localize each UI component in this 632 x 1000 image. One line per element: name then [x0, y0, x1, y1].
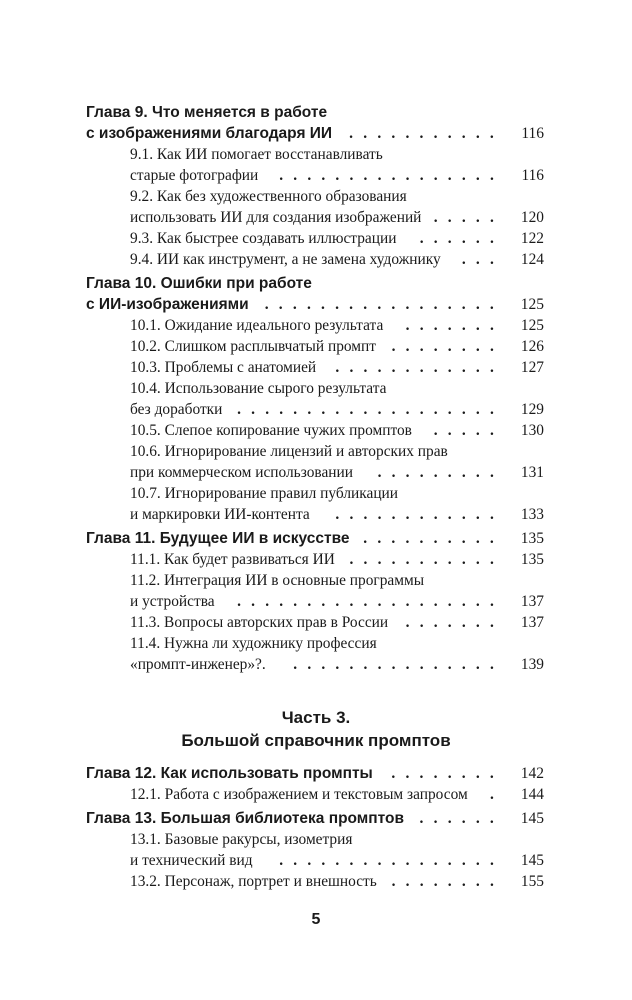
toc-section-line [130, 165, 544, 186]
toc-leader-dots: . [489, 786, 504, 803]
toc-chapter-line [86, 763, 544, 784]
toc-leader-dots: ................ [279, 852, 504, 869]
toc-section-line [130, 207, 544, 228]
toc-page-number: 142 [515, 763, 544, 784]
toc-page-number: 137 [515, 591, 544, 612]
toc-entry-text: 11.2. Интеграция ИИ в основные программы [130, 572, 425, 589]
toc-entry-text: 10.3. Проблемы с анатомией [130, 359, 317, 376]
toc-leader-dots: ........... [349, 125, 504, 142]
toc-leader-dots: .......... [363, 530, 504, 547]
toc-page-number: 116 [515, 123, 544, 144]
toc-section-line [130, 399, 544, 420]
toc-chapter-line [86, 294, 544, 315]
toc-entry-text: 10.1. Ожидание идеального результата [130, 317, 384, 334]
toc-section-line [130, 420, 544, 441]
toc-chapter-line [86, 102, 544, 123]
toc-section-line [130, 784, 544, 805]
toc-section-line [130, 591, 544, 612]
toc-page-number: 135 [515, 528, 544, 549]
part-title: Большой справочник промптов [181, 731, 451, 750]
toc-leader-dots: ........ [391, 873, 504, 890]
toc-entry-text: старые фотографии [130, 167, 259, 184]
toc-leader-dots: ....... [405, 317, 504, 334]
toc-entry-text: 12.1. Работа с изображением и текстовым запросом [130, 786, 468, 803]
toc-chapter-line [86, 273, 544, 294]
toc-page-number: 116 [515, 165, 544, 186]
toc-entry-text: 9.3. Как быстрее создавать иллюстрации [130, 230, 397, 247]
toc-section-line [130, 654, 544, 675]
toc-leader-dots: ........ [391, 338, 504, 355]
toc-page-number: 145 [515, 850, 544, 871]
toc-leader-dots: ..... [433, 422, 504, 439]
toc-page-number: 122 [515, 228, 544, 249]
toc-page-number: 120 [515, 207, 544, 228]
toc-leader-dots: ................... [237, 401, 504, 418]
toc-entry-text: 9.2. Как без художественного образования [130, 188, 407, 205]
toc-leader-dots: ..... [433, 209, 504, 226]
toc-leader-dots: ............ [335, 359, 504, 376]
toc-entry-text: без доработки [130, 401, 223, 418]
toc-section-line [130, 378, 544, 399]
toc-section-line [130, 441, 544, 462]
toc-entry-text: 9.4. ИИ как инструмент, а не замена художнику [130, 251, 441, 268]
toc-section-line [130, 228, 544, 249]
page-number: 5 [311, 911, 321, 928]
toc-entry-text: использовать ИИ для создания изображений [130, 209, 422, 226]
toc-leader-dots: ............... [293, 656, 504, 673]
toc-leader-dots: ... [461, 251, 504, 268]
part-number: Часть 3. [281, 708, 351, 727]
toc-section-line [130, 570, 544, 591]
toc-entry-text: 10.6. Игнорирование лицензий и авторских прав [130, 443, 448, 460]
toc-entry-text: 10.2. Слишком расплывчатый промпт [130, 338, 377, 355]
toc-page-number: 131 [515, 462, 544, 483]
toc-entry-text: и маркировки ИИ-контента [130, 506, 310, 523]
toc-section-line [130, 871, 544, 892]
toc-section-line [130, 357, 544, 378]
toc-leader-dots: ............ [335, 506, 504, 523]
toc-entry-text: с ИИ-изображениями [86, 296, 249, 313]
toc-section-line [130, 504, 544, 525]
table-of-contents-part-3 [86, 763, 544, 892]
toc-leader-dots: ......... [377, 464, 504, 481]
toc-section-line [130, 462, 544, 483]
toc-page-number: 135 [515, 549, 544, 570]
toc-page-number: 129 [515, 399, 544, 420]
toc-leader-dots: ...... [419, 810, 504, 827]
toc-leader-dots: ................ [279, 167, 504, 184]
toc-page-number: 125 [515, 315, 544, 336]
toc-section-line [130, 249, 544, 270]
toc-entry-text: 10.4. Использование сырого результата [130, 380, 387, 397]
toc-section-line [130, 612, 544, 633]
toc-chapter-line [86, 528, 544, 549]
toc-page-number: 145 [515, 808, 544, 829]
toc-section-line [130, 336, 544, 357]
toc-entry-text: 11.3. Вопросы авторских прав в России [130, 614, 389, 631]
toc-chapter-line [86, 808, 544, 829]
toc-section-line [130, 549, 544, 570]
toc-section-line [130, 850, 544, 871]
toc-entry-text: Глава 12. Как использовать промпты [86, 765, 373, 782]
toc-entry-text: при коммерческом использовании [130, 464, 353, 481]
toc-page-number: 124 [515, 249, 544, 270]
toc-leader-dots: ........ [391, 765, 504, 782]
toc-leader-dots: ........... [349, 551, 504, 568]
toc-page-number: 133 [515, 504, 544, 525]
toc-page-number: 137 [515, 612, 544, 633]
toc-section-line [130, 829, 544, 850]
toc-entry-text: 11.1. Как будет развиваться ИИ [130, 551, 335, 568]
toc-page-number: 155 [515, 871, 544, 892]
toc-section-line [130, 186, 544, 207]
toc-page-number: 126 [515, 336, 544, 357]
toc-leader-dots: ................... [237, 593, 504, 610]
toc-entry-text: 10.7. Игнорирование правил публикации [130, 485, 399, 502]
toc-entry-text: Глава 10. Ошибки при работе [86, 275, 312, 292]
toc-entry-text: 10.5. Слепое копирование чужих промптов [130, 422, 412, 439]
toc-entry-text: Глава 9. Что меняется в работе [86, 104, 328, 121]
toc-entry-text: 13.2. Персонаж, портрет и внешность [130, 873, 377, 890]
toc-entry-text: Глава 13. Большая библиотека промптов [86, 810, 405, 827]
toc-leader-dots: ...... [419, 230, 504, 247]
toc-entry-text: и технический вид [130, 852, 253, 869]
toc-section-line [130, 144, 544, 165]
toc-page-number: 144 [515, 784, 544, 805]
toc-section-line [130, 633, 544, 654]
toc-page-number: 139 [515, 654, 544, 675]
toc-entry-text: 13.1. Базовые ракурсы, изометрия [130, 831, 353, 848]
toc-page-number: 125 [515, 294, 544, 315]
toc-entry-text: Глава 11. Будущее ИИ в искусстве [86, 530, 350, 547]
toc-page-number: 127 [515, 357, 544, 378]
toc-section-line [130, 315, 544, 336]
toc-section-line [130, 483, 544, 504]
toc-entry-text: и устройства [130, 593, 215, 610]
toc-entry-text: с изображениями благодаря ИИ [86, 125, 333, 142]
toc-entry-text: 9.1. Как ИИ помогает восстанавливать [130, 146, 383, 163]
toc-leader-dots: ................. [264, 296, 504, 313]
toc-page-number: 130 [515, 420, 544, 441]
toc-leader-dots: ....... [405, 614, 504, 631]
toc-entry-text: «промпт-инженер»?. [130, 656, 266, 673]
table-of-contents [86, 102, 544, 675]
toc-chapter-line [86, 123, 544, 144]
toc-entry-text: 11.4. Нужна ли художнику профессия [130, 635, 377, 652]
